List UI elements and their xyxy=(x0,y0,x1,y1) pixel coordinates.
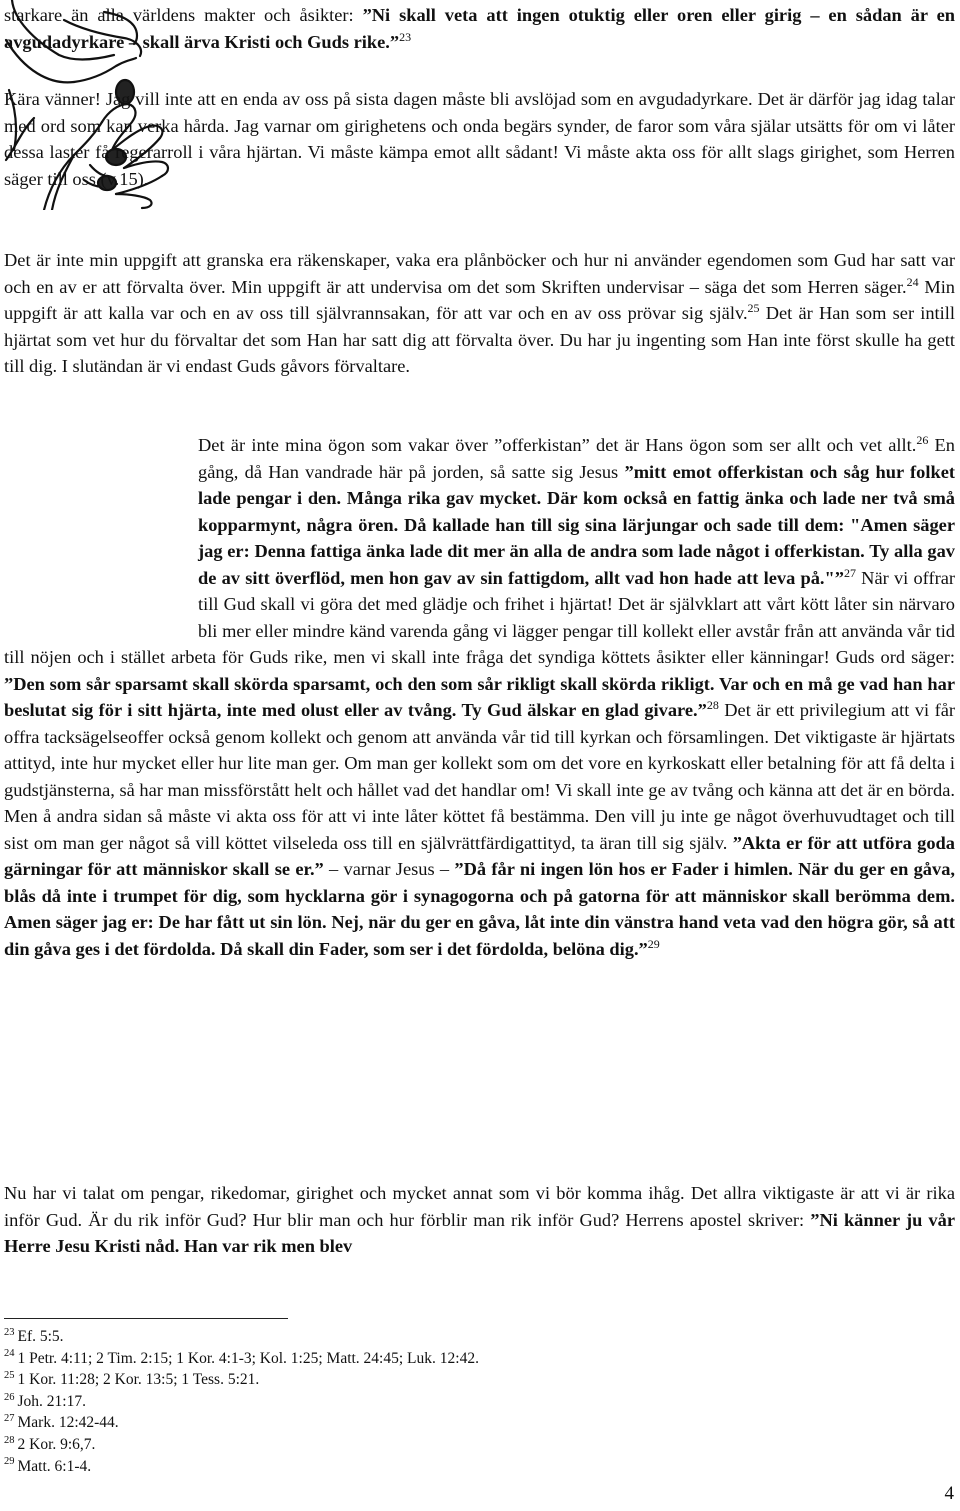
body-text: Det är inte mina ögon som vakar över ”offerkistan” det är Hans ögon som ser allt och vet allt. xyxy=(198,435,917,455)
paragraph-3 xyxy=(4,432,955,962)
body-text: Det är Han som ser intill hjärtat som vet hur du förvaltar det som Han har satt dig att förvalta över. Du har ju ingenting som Han inte först skulle ha gett till dig. I slutändan är vi endast Guds gåvors förvaltare. xyxy=(4,303,955,376)
paragraph-1 xyxy=(4,86,955,192)
page-number: 4 xyxy=(944,1483,954,1504)
footnote-ref: 25 xyxy=(747,300,760,315)
footnotes xyxy=(4,1326,479,1477)
footnote-ref: 28 xyxy=(706,697,719,712)
footnote-ref: 23 xyxy=(399,29,412,44)
body-text: Nu har vi talat om pengar, rikedomar, girighet och mycket annat som vi bör komma ihåg. Det allra viktigaste är att vi är rika inför Gud. Är du rik inför Gud? Hur blir man och hur förblir man rik inför Gud? Herrens apostel skriver: xyxy=(4,1183,955,1230)
quote-text: ”Ni känner ju vår Herre Jesu Kristi nåd. Han var rik men blev xyxy=(4,1209,955,1256)
quote-text: ”mitt emot offerkistan och såg hur folket lade pengar i den. Många rika gav mycket. Där kom också en fattig änka och lade ner två små kopparmynt, några ören. Då kallade han till sig sina lärjungar och sade till dem: "Amen säger jag er: Denna fattiga änka lade dit mer än alla de andra som lade något i offerkistan. Ty alla gav de av sitt överflöd, men hon gav av sin fattigdom, allt vad hon hade att leva på."” xyxy=(198,461,955,588)
footnote: $^{29}$ Matt. 6:1-4. xyxy=(4,1456,92,1475)
footnote-ref: 24 xyxy=(906,274,919,289)
quote-text: ”Den som sår sparsamt skall skörda sparsamt, och den som sår rikligt skall skörda rikligt. Var och en må ge vad han har beslutat sig för i sitt hjärta, inte med olust eller av tvång. Ty Gud älskar en glad givare.” xyxy=(4,673,955,720)
footnote: $^{25}$ 1 Kor. 11:28; 2 Kor. 13:5; 1 Tess. 5:21. xyxy=(4,1370,260,1389)
footnote: $^{27}$ Mark. 12:42-44. xyxy=(4,1413,119,1432)
paragraph-0 xyxy=(4,2,955,55)
body-text: – varnar Jesus – xyxy=(323,859,455,879)
footnote-ref: 27 xyxy=(843,565,856,580)
body-text: När vi offrar till Gud skall vi göra det med glädje och frihet i hjärtat! Det är självklart att vårt kött låter sin närvaro bli mer eller mindre känd varenda gång vi lägger pengar till kollekt eller avstår från att använda vår tid till nöjen och i stället arbeta för Guds rike, men vi skall inte fråga det syndiga köttets åsikter eller känningar! Guds ord säger: xyxy=(4,567,955,667)
illustration-wrap-space xyxy=(4,432,196,644)
body-text: Kära vänner! Jag vill inte att en enda av oss på sista dagen måste bli avslöjad som en avgudadyrkare. Det är därför jag idag talar med ord som kan verka hårda. Jag varnar om girighetens och onda begärs synder, de faror som våra själar utsätts för om vi låter dessa laster få regerarroll i våra hjärtan. Vi måste kämpa emot allt sådant! Vi måste akta oss för allt slags girighet, som Herren säger till oss (v.15). xyxy=(4,89,955,189)
footnote: $^{24}$ 1 Petr. 4:11; 2 Tim. 2:15; 1 Kor. 4:1-3; Kol. 1:25; Matt. 24:45; Luk. 12:42. xyxy=(4,1348,479,1367)
footnote: $^{23}$ Ef. 5:5. xyxy=(4,1326,64,1345)
footnote-ref: 29 xyxy=(647,936,660,951)
quote-text: ”Akta er för att utföra goda gärningar för att människor skall se er.” xyxy=(4,832,955,879)
body-text: Det är ett privilegium att vi får offra tacksägelseoffer också genom kollekt och genom att använda vår tid till kyrkan och församlingen. Det viktigaste är hjärtats attityd, inte hur mycket eller hur lite man ger. Om man ger kollekt som om det vore en kyrkoskatt eller betalning för att få delta i gudstjänsterna, så har man missförstått helt och hållet vad det handlar om! Vi skall inte ge av tvång och känna att det är en börda. Men å andra sidan så måste vi akta oss för att vi inte låter köttet få bestämma. Den vill ju inte ge något överhuvudtaget och till sist om man ger något så vill köttet vilseleda oss till en självrättfärdigattityd, ta äran till sig själv. xyxy=(4,700,955,853)
quote-text: ”Då får ni ingen lön hos er Fader i himlen. När du ger en gåva, blås då inte i trumpet för dig, som hycklarna gör i synagogorna och på gatorna för att människor skall berömma dem. Amen säger jag er: De har fått ut sin lön. Nej, när du ger en gåva, låt inte din vänstra hand veta vad den högra gör, så att din gåva ges i det fördolda. Då skall din Fader, som ser i det fördolda, belöna dig.” xyxy=(4,859,955,959)
footnote: $^{28}$ 2 Kor. 9:6,7. xyxy=(4,1434,96,1453)
body-text: starkare än alla världens makter och åsikter: xyxy=(4,5,363,25)
footnote-ref: 26 xyxy=(916,432,929,447)
body-text: Min uppgift är att kalla var och en av oss till självrannsakan, för att var och en av oss prövar sig själv. xyxy=(4,276,955,323)
footnote: $^{26}$ Joh. 21:17. xyxy=(4,1391,86,1410)
body-text: En gång, då Han vandrade här på jorden, så satte sig Jesus xyxy=(198,435,955,482)
quote-text: ”Ni skall veta att ingen otuktig eller oren eller girig – en sådan är en avgudadyrkare – skall ärva Kristi och Guds rike.” xyxy=(4,5,955,52)
paragraph-4 xyxy=(4,1180,955,1260)
paragraph-2 xyxy=(4,247,955,380)
body-text: Det är inte min uppgift att granska era räkenskaper, vaka era plånböcker och hur ni använder egendomen som Gud har satt var och en av er att förvalta över. Min uppgift är att undervisa om det som Skriften undervisar – säga det som Herren säger. xyxy=(4,250,955,297)
footnote-separator xyxy=(4,1318,288,1319)
